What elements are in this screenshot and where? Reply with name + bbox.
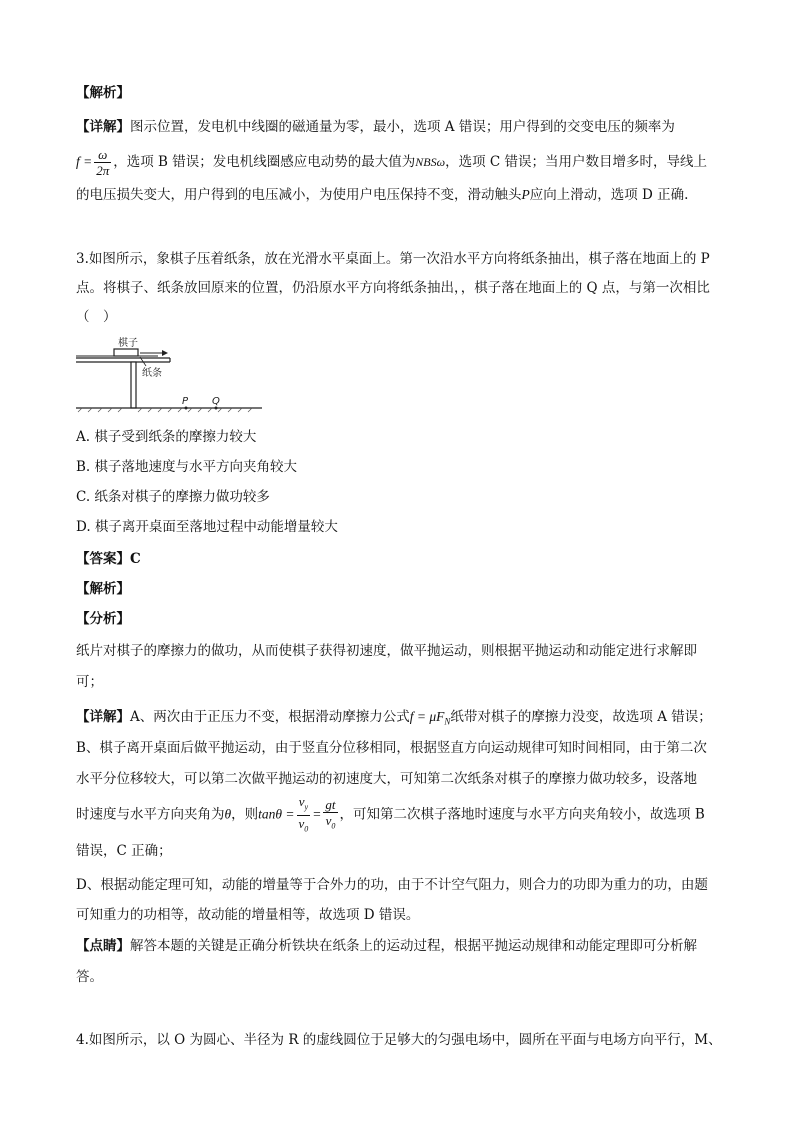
fraction-denominator: 2π	[96, 163, 110, 178]
detail3-text-4a: 时速度与水平方向夹角为	[76, 806, 225, 823]
v0-v-2: v	[325, 812, 332, 828]
detail-text-2a: ，选项 B 错误；发电机线圈感应电动势的最大值为	[113, 154, 416, 170]
detail-text-3b: 应向上滑动，选项 D 正确.	[529, 187, 689, 203]
detail3-text-1a: A、两次由于正压力不变，根据滑动摩擦力公式	[130, 709, 410, 725]
fraction-vy-v0	[297, 794, 311, 836]
detail3-line-1	[76, 708, 712, 731]
formula-f: f =	[76, 154, 93, 169]
comment-line-1	[76, 937, 697, 955]
label-p: P	[182, 396, 189, 407]
detail3-text-4c: ，可知第二次棋子落地时速度与水平方向夹角较小，故选项 B	[339, 806, 705, 823]
option-b: B. 棋子落地速度与水平方向夹角较大	[76, 459, 298, 475]
detail-text-3a: 的电压损失变大，用户得到的电压减小，为使用户电压保持不变，滑动触头	[76, 187, 522, 203]
detail3-tag: 【详解】	[76, 709, 130, 725]
tan-theta: tanθ =	[258, 806, 295, 822]
equals-sign: =	[312, 806, 322, 822]
detail3-line-6: D、根据动能定理可知，动能的增量等于合外力的功，由于不计空气阻力，则合力的功即为重力的功，由题	[76, 877, 708, 893]
question3-figure	[76, 332, 316, 414]
label-chess-piece: 棋子	[118, 338, 138, 349]
symbol-p: P	[521, 187, 530, 202]
analysis-heading: 【解析】	[76, 85, 130, 101]
formula-nbs-omega: NBSω	[415, 155, 446, 169]
symbol-theta: θ	[224, 806, 232, 822]
fraction-omega-2pi	[94, 147, 111, 178]
friction-formula: f = μF	[409, 709, 445, 724]
label-q: Q	[212, 396, 220, 407]
detail3-line-5: 错误，C 正确；	[76, 843, 172, 859]
detail3-line-2: B、棋子离开桌面后做平抛运动，由于竖直分位移相同，根据竖直方向运动规律可知时间相同，由于第二次	[76, 740, 707, 756]
detail-line-1	[76, 118, 675, 136]
chess-piece	[114, 349, 138, 356]
vy-sub: y	[304, 802, 309, 812]
comment-line-2: 答。	[76, 969, 103, 985]
v0-sub: 0	[304, 824, 309, 834]
gt-numerator: gt	[325, 796, 336, 812]
v0-v: v	[298, 815, 305, 831]
detail3-line-3: 水平分位移较大，可以第二次做平抛运动的初速度大，可知第二次纸条对棋子的摩擦力做功较多，设落地	[76, 771, 697, 787]
v0-sub-2: 0	[331, 821, 336, 831]
fenxi-line-2: 可；	[76, 674, 103, 690]
detail-text-2b: ，选项 C 错误；当用户数目增多时，导线上	[445, 154, 708, 170]
question3-stem-3: （ ）	[76, 309, 117, 325]
question4-stem-1: 4.如图所示，以 O 为圆心、半径为 R 的虚线圆位于足够大的匀强电场中，圆所在平面与电场方向平行，M、	[76, 1032, 722, 1048]
detail3-line-4	[76, 794, 705, 836]
friction-formula-sub: N	[444, 716, 451, 727]
detail-text: 图示位置，发电机中线圈的磁通量为零，最小，选项 A 错误；用户得到的交变电压的频率为	[130, 119, 675, 135]
label-paper-strip: 纸条	[142, 368, 162, 379]
comment-tag: 【点睛】	[76, 938, 130, 954]
option-a: A. 棋子受到纸条的摩擦力较大	[76, 429, 257, 445]
fenxi-line-1: 纸片对棋子的摩擦力的做功，从而使棋子获得初速度，做平抛运动，则根据平抛运动和动能定进行求解即	[76, 643, 697, 659]
detail-line-2	[76, 146, 707, 178]
detail3-text-4b: ，则	[231, 806, 259, 823]
option-d: D. 棋子离开桌面至落地过程中动能增量较大	[76, 519, 338, 535]
analysis-heading-2: 【解析】	[76, 581, 130, 597]
comment-text-1: 解答本题的关键是正确分析铁块在纸条上的运动过程，根据平抛运动规律和动能定理即可分析解	[130, 938, 697, 954]
question3-stem-2: 点。将棋子、纸条放回原来的位置，仍沿原水平方向将纸条抽出，，棋子落在地面上的 Q 点，与第一次相比	[76, 280, 710, 296]
detail3-text-1b: 纸带对棋子的摩擦力没变，故选项 A 错误；	[450, 709, 712, 725]
fraction-gt-v0	[323, 797, 337, 834]
vy-v: v	[298, 794, 305, 809]
answer: 【答案】C	[76, 551, 141, 567]
option-c: C. 纸条对棋子的摩擦力做功较多	[76, 489, 270, 505]
detail3-line-7: 可知重力的功相等，故动能的增量相等，故选项 D 错误。	[76, 907, 420, 923]
question3-stem-1: 3.如图所示，象棋子压着纸条，放在光滑水平桌面上。第一次沿水平方向将纸条抽出，棋子落在地面上的 P	[76, 251, 710, 267]
fraction-numerator: ω	[94, 147, 111, 163]
fenxi-heading: 【分析】	[76, 611, 130, 627]
detail-tag: 【详解】	[76, 119, 130, 135]
detail-line-3	[76, 186, 688, 204]
table-leg	[131, 362, 136, 408]
